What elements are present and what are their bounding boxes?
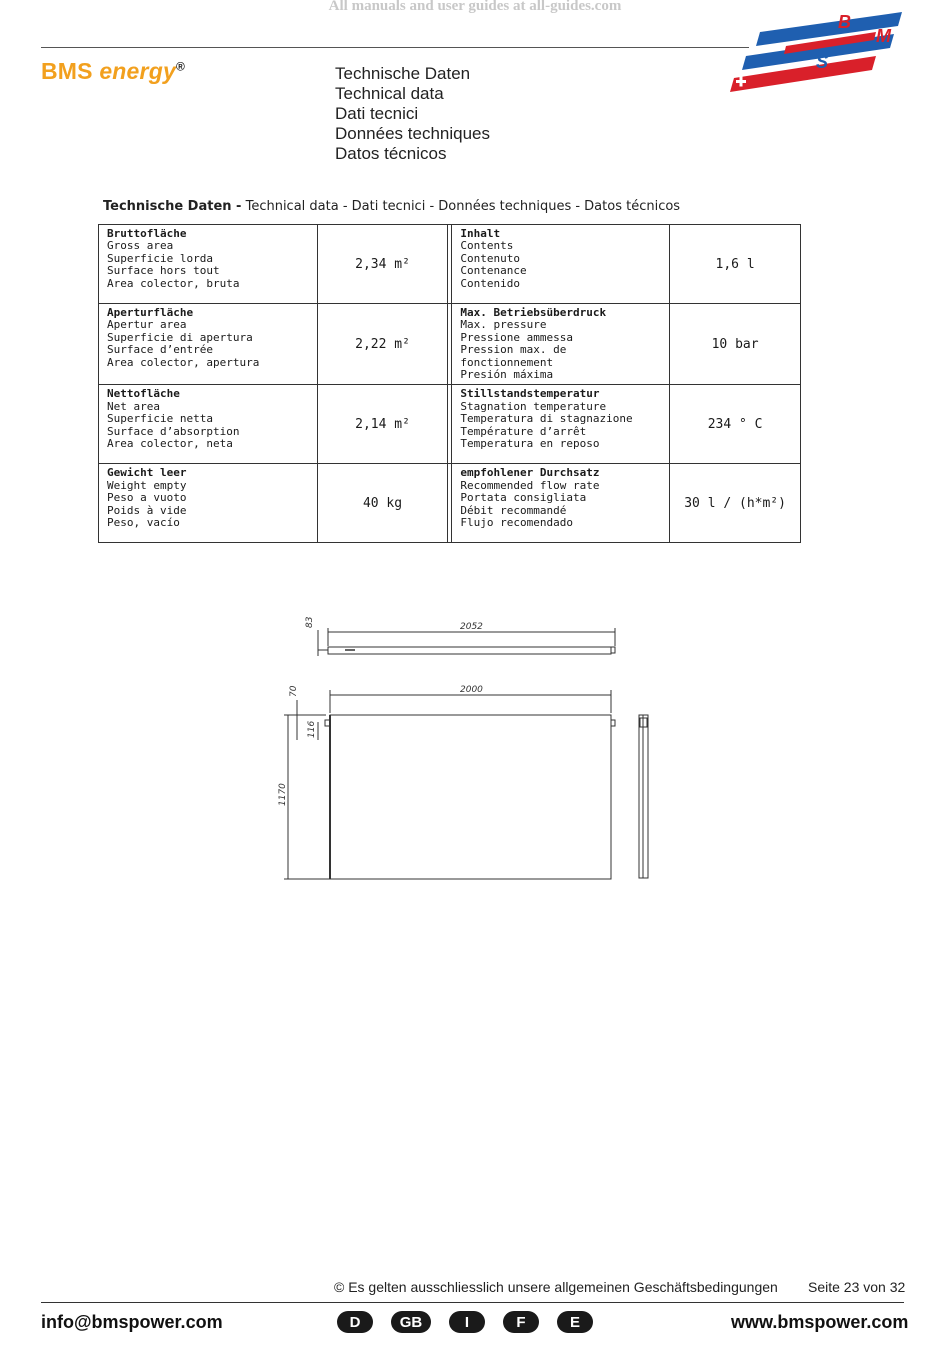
website-link[interactable]: www.bmspower.com [731, 1312, 909, 1332]
brand-registered-mark: ® [175, 59, 185, 74]
spec-label-translation: Temperatura di stagnazione [460, 412, 633, 426]
spec-label-translation: Contenance [460, 264, 527, 278]
brand-logo [41, 58, 185, 85]
email-link[interactable]: info@bmspower.com [41, 1312, 223, 1332]
spec-value-cell: 234 ° C [670, 385, 801, 464]
spec-value-cell: 40 kg [317, 464, 448, 543]
collector-dimension-drawing [270, 600, 670, 890]
spec-value-cell: 2,22 m² [317, 304, 448, 385]
lang-f-button[interactable]: F [503, 1311, 539, 1333]
watermark-text: All manuals and user guides at all-guides.com [328, 0, 622, 14]
brand-name: BMS [41, 58, 93, 84]
spec-label-heading: Stillstandstemperatur [460, 387, 600, 401]
spec-label-translation: Area colector, neta [107, 437, 233, 451]
spec-value-cell: 30 l / (h*m²) [670, 464, 801, 543]
spec-label-cell [99, 385, 318, 464]
section-title [103, 199, 680, 214]
logo-letter-m: M [876, 26, 891, 46]
lang-i-button[interactable]: I [449, 1311, 485, 1333]
spec-label-translation: Net area [107, 399, 160, 413]
spec-label-cell [99, 304, 318, 385]
footer-divider [41, 1302, 904, 1303]
spec-label-translation: Contenuto [460, 251, 520, 265]
spec-label-heading: Aperturfläche [107, 306, 194, 319]
side-view-end-cap [611, 647, 615, 653]
dim-label-116: 116 [307, 720, 317, 738]
dim-label-83: 83 [305, 616, 315, 628]
title-it: Dati tecnici [335, 104, 419, 123]
logo-cross-v [740, 77, 743, 87]
spec-label-cell [452, 304, 670, 385]
spec-label-translation: Superficie netta [107, 412, 213, 426]
spec-value-cell: 10 bar [670, 304, 801, 385]
spec-label-translation: Poids à vide [107, 503, 187, 517]
section-title-bold: Technische Daten - [103, 199, 242, 214]
spec-label-cell [452, 464, 670, 543]
spec-label-heading: Gewicht leer [107, 466, 187, 480]
lang-d-button[interactable]: D [337, 1311, 373, 1333]
spec-label-translation: Apertur area [107, 318, 187, 332]
spec-label-translation: Pressione ammessa [460, 330, 573, 344]
spec-label-translation: Superficie lorda [107, 251, 213, 265]
spec-label-cell [452, 385, 670, 464]
spec-label-translation: Température d’arrêt [460, 424, 587, 438]
title-en: Technical data [335, 84, 444, 103]
title-fr: Données techniques [335, 124, 491, 143]
spec-label-translation: Pression max. de fonctionnement [460, 343, 567, 369]
dim-label-2000: 2000 [460, 685, 483, 695]
spec-label-translation: Contents [460, 239, 514, 253]
spec-label-translation: Weight empty [107, 478, 187, 492]
lang-gb-button[interactable]: GB [391, 1311, 431, 1333]
brand-energy: energy [99, 58, 176, 84]
spec-label-translation: Peso a vuoto [107, 491, 187, 505]
spec-label-translation: Surface d’absorption [107, 424, 240, 438]
title-es: Datos técnicos [335, 144, 447, 163]
spec-value-cell: 2,14 m² [317, 385, 448, 464]
spec-label-heading: empfohlener Durchsatz [460, 466, 600, 480]
spec-label-translation: Surface d’entrée [107, 343, 213, 357]
side-view-collector [328, 647, 611, 654]
spec-label-translation: Gross area [107, 239, 174, 253]
spec-label-translation: Contenido [460, 276, 520, 290]
spec-label-translation: Temperatura en reposo [460, 437, 600, 451]
dim-label-2052: 2052 [460, 622, 483, 632]
spec-label-cell [99, 225, 318, 304]
spec-label-heading: Bruttofläche [107, 227, 187, 240]
spec-label-translation: Superficie di apertura [107, 330, 253, 344]
document-titles [335, 64, 490, 164]
spec-label-translation: Flujo recomendado [460, 516, 573, 530]
dim-label-70: 70 [289, 685, 299, 697]
spec-label-translation: Area colector, apertura [107, 355, 260, 369]
header-divider [41, 47, 749, 48]
lang-e-button[interactable]: E [557, 1311, 593, 1333]
spec-label-translation: Max. pressure [460, 318, 547, 332]
spec-label-heading: Inhalt [460, 227, 501, 240]
logo-letter-b: B [838, 12, 851, 32]
spec-label-translation: Portata consigliata [460, 491, 587, 505]
technical-data-table [98, 224, 801, 543]
front-view-collector [330, 715, 611, 879]
spec-label-cell [99, 464, 318, 543]
section-title-rest: Technical data - Dati tecnici - Données techniques - Datos técnicos [241, 199, 681, 214]
front-view-port-right [611, 720, 615, 726]
spec-label-translation: Presión máxima [460, 368, 554, 382]
logo-letter-s: S [816, 52, 829, 72]
spec-row [99, 464, 801, 543]
spec-label-cell [452, 225, 670, 304]
spec-label-translation: Recommended flow rate [460, 478, 600, 492]
title-de: Technische Daten [335, 64, 471, 83]
spec-label-heading: Max. Betriebsüberdruck [460, 306, 607, 319]
terms-note: © Es gelten ausschliesslich unsere allgemeinen Geschäftsbedingungen [334, 1279, 778, 1295]
bms-swiss-logo [726, 8, 906, 98]
spec-value-cell: 2,34 m² [317, 225, 448, 304]
spec-label-translation: Débit recommandé [460, 503, 567, 517]
dim-label-1170: 1170 [278, 783, 288, 806]
page-number: Seite 23 von 32 [808, 1279, 906, 1295]
spec-value-cell: 1,6 l [670, 225, 801, 304]
spec-label-translation: Stagnation temperature [460, 399, 607, 413]
spec-label-translation: Peso, vacío [107, 516, 180, 530]
spec-row [99, 304, 801, 385]
language-selector [337, 1311, 611, 1333]
spec-label-heading: Nettofläche [107, 387, 180, 401]
spec-label-translation: Surface hors tout [107, 264, 220, 278]
spec-row [99, 225, 801, 304]
spec-row [99, 385, 801, 464]
spec-label-translation: Area colector, bruta [107, 276, 240, 290]
